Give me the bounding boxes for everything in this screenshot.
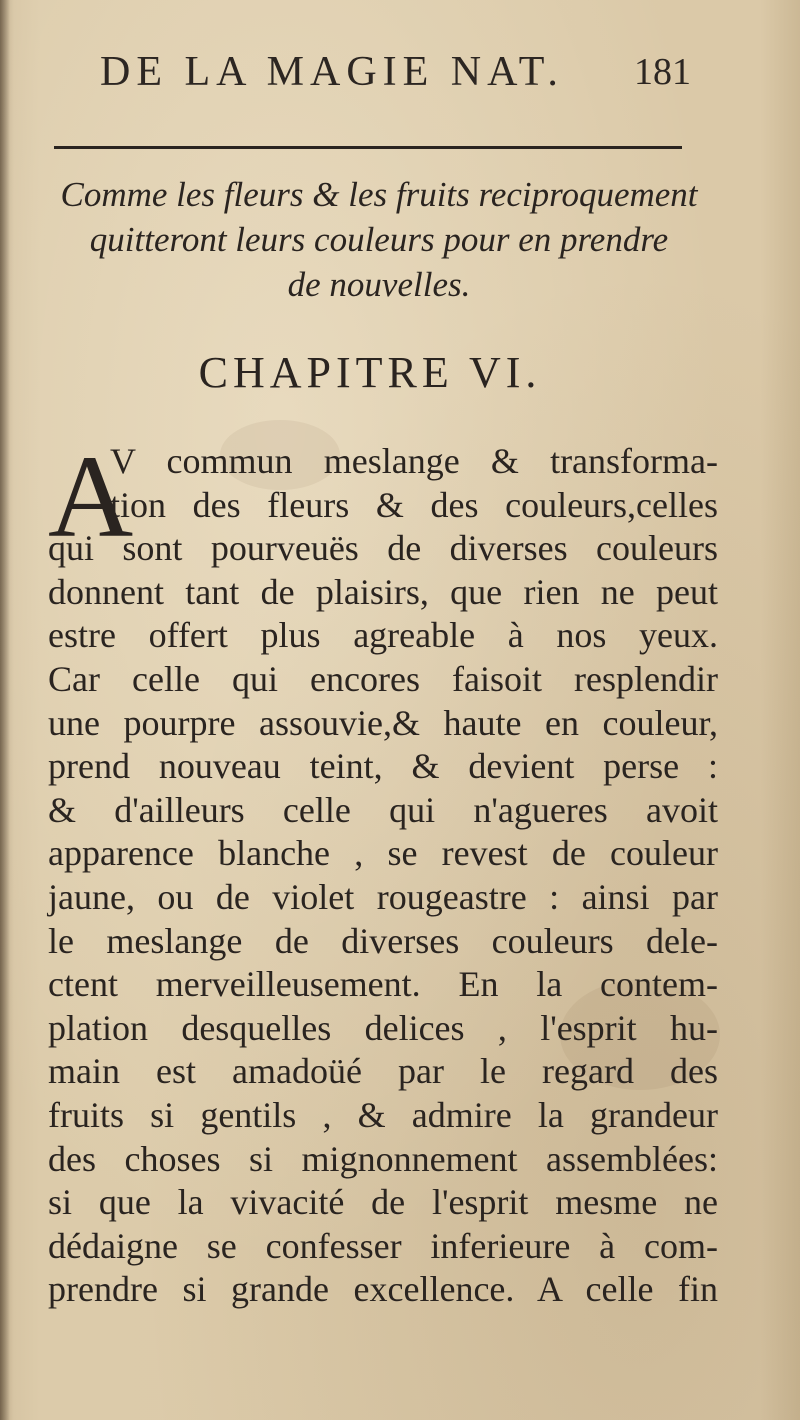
text-line: estre offert plus agreable à nos yeux. — [48, 615, 718, 656]
header-rule — [54, 146, 682, 149]
text-line: tion des fleurs & des couleurs,celles — [110, 484, 718, 525]
text-line: dédaigne se confesser inferieure à com- — [48, 1225, 718, 1266]
page-number: 181 — [634, 51, 691, 93]
text-line: si que la vivacité de l'esprit mesme ne — [48, 1182, 718, 1223]
text-line: & d'ailleurs celle qui n'agueres avoit — [48, 789, 718, 830]
text-line: prend nouveau teint, & devient perse : — [48, 746, 718, 787]
text-line: qui sont pourveuës de diverses couleurs — [48, 528, 718, 569]
text-line: prendre si grande excellence. A celle fin — [48, 1269, 718, 1310]
text-line: apparence blanche , se revest de couleur — [48, 833, 718, 874]
text-line: V commun meslange & transforma- — [110, 441, 718, 481]
text-line: Car celle qui encores faisoit resplendir — [48, 658, 718, 699]
text-line: le meslange de diverses couleurs dele- — [48, 920, 718, 961]
chapter-summary-line: Comme les fleurs & les fruits reciproquement — [60, 175, 698, 214]
text-line: ctent merveilleusement. En la contem- — [48, 964, 718, 1005]
chapter-heading: CHAPITRE VI. — [198, 348, 542, 397]
text-line: plation desquelles delices , l'esprit hu- — [48, 1007, 718, 1048]
text-line: fruits si gentils , & admire la grandeur — [48, 1094, 718, 1135]
chapter-summary-line: quitteront leurs couleurs pour en prendre — [89, 220, 669, 259]
spine-shadow — [0, 0, 10, 1420]
text-line: donnent tant de plaisirs, que rien ne peut — [48, 571, 718, 612]
text-line: main est amadoüé par le regard des — [48, 1051, 718, 1092]
drop-cap: A — [48, 431, 134, 562]
body-text — [48, 431, 718, 1312]
text-line: une pourpre assouvie,& haute en couleur, — [48, 702, 718, 743]
running-title: DE LA MAGIE NAT. — [100, 49, 564, 95]
chapter-summary-line: de nouvelles. — [287, 265, 471, 304]
text-line: jaune, ou de violet rougeastre : ainsi par — [48, 876, 718, 917]
text-line: des choses si mignonnement assemblées: — [48, 1138, 718, 1179]
chapter-summary — [54, 172, 704, 307]
